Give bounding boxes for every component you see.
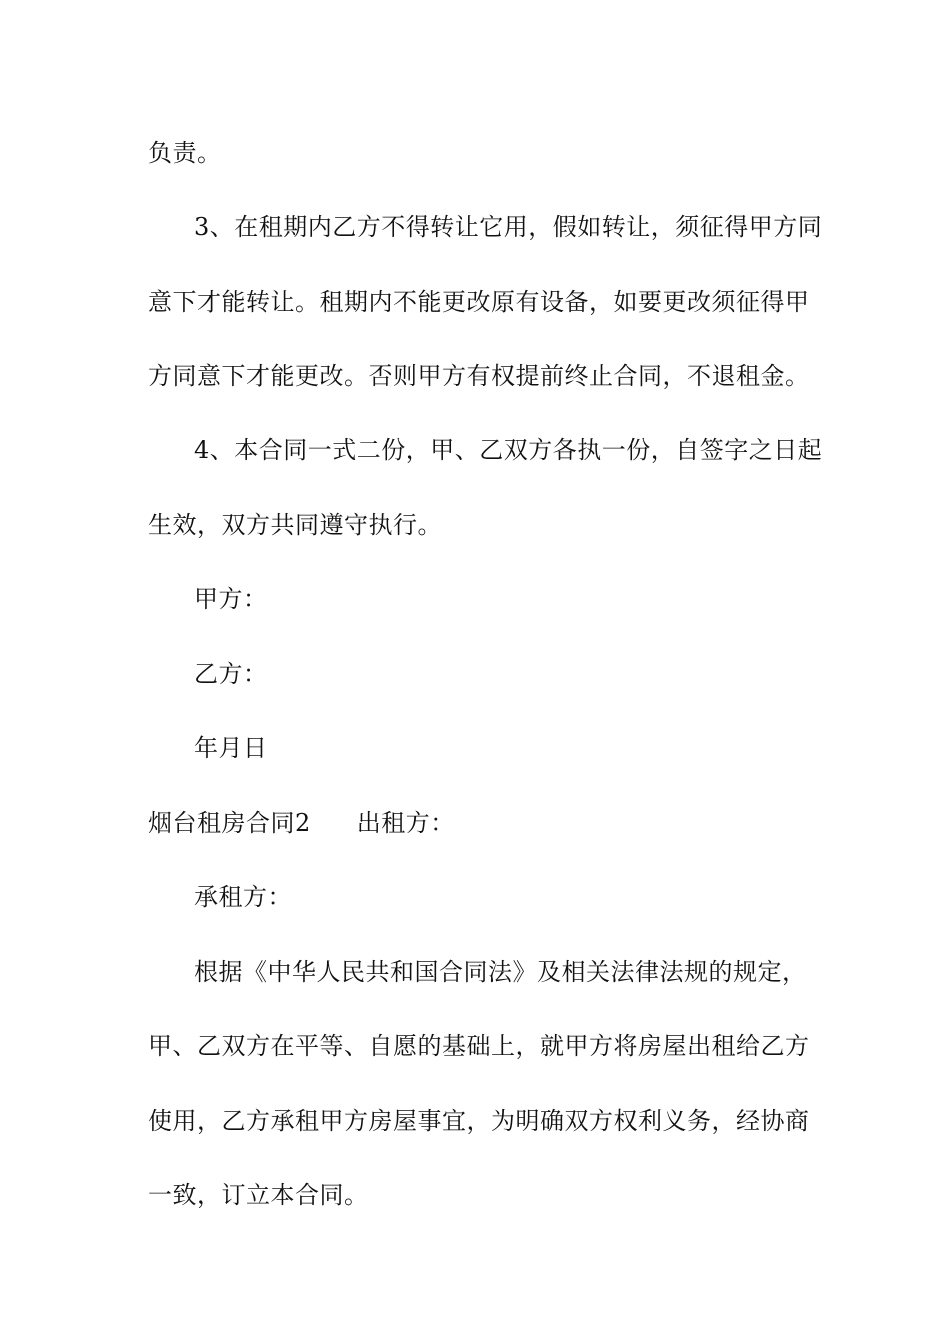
date-label: 年月日 [194, 734, 268, 762]
section-2-heading [148, 808, 455, 838]
lessee-label: 承租方： [194, 883, 292, 911]
lessor-label: 出租方： [356, 809, 455, 837]
party-a-signature-label: 甲方： [194, 585, 268, 613]
party-b-signature-label: 乙方： [194, 660, 268, 688]
preamble-line-3: 使用，乙方承租甲方房屋事宜，为明确双方权利义务，经协商 [148, 1107, 810, 1135]
clause-3-line-2: 意下才能转让。租期内不能更改原有设备，如要更改须征得甲 [148, 288, 810, 316]
preamble-line-2: 甲、乙双方在平等、自愿的基础上，就甲方将房屋出租给乙方 [148, 1032, 810, 1060]
preamble-line-1: 根据《中华人民共和国合同法》及相关法律法规的规定， [194, 958, 807, 986]
section-2-title: 烟台租房合同2 [148, 809, 311, 837]
text-line: 负责。 [148, 139, 222, 167]
clause-3-line-1: 3、在租期内乙方不得转让它用，假如转让，须征得甲方同 [194, 213, 823, 241]
clause-3-line-3: 方同意下才能更改。否则甲方有权提前终止合同，不退租金。 [148, 362, 810, 390]
clause-4-line-1: 4、本合同一式二份，甲、乙双方各执一份，自签字之日起 [194, 436, 823, 464]
clause-4-line-2: 生效，双方共同遵守执行。 [148, 511, 442, 539]
preamble-line-4: 一致，订立本合同。 [148, 1181, 369, 1209]
